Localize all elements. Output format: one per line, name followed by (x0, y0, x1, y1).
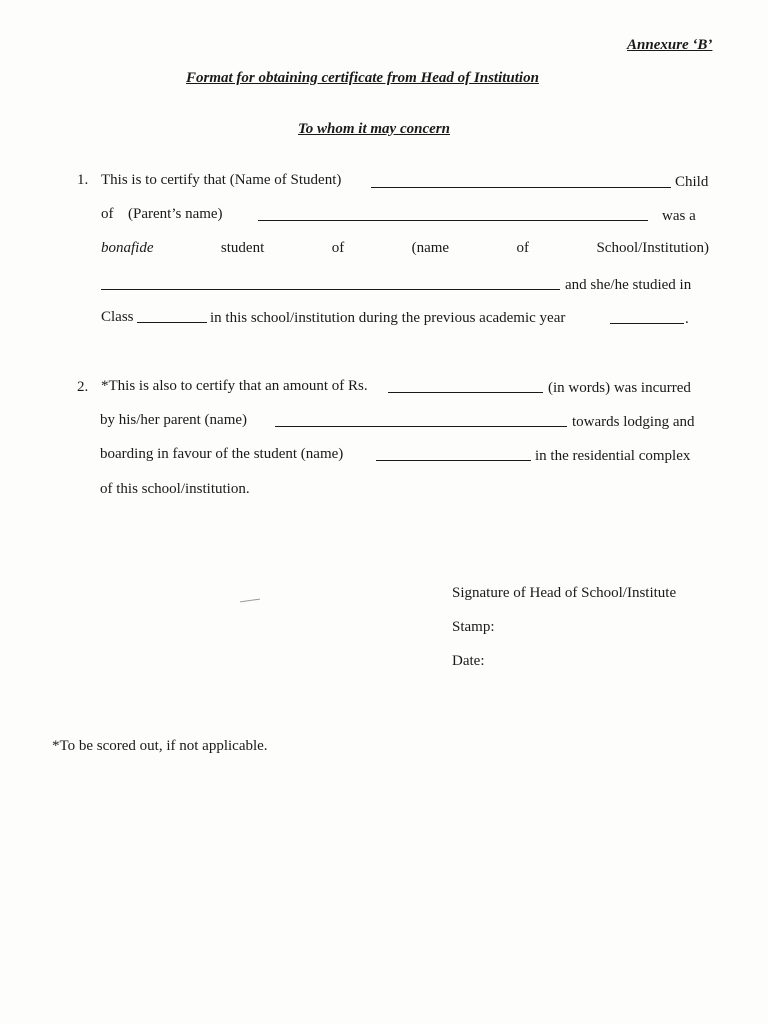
para2-line2-end: towards lodging and (572, 414, 695, 430)
salutation: To whom it may concern (298, 121, 450, 137)
para1-line3 (101, 239, 709, 257)
para2-line3-text: boarding in favour of the student (name) (100, 446, 344, 462)
para1-line2-label: (Parent’s name) (128, 206, 223, 222)
word-bonafide: bonafide (101, 240, 154, 256)
scan-smudge (240, 599, 260, 603)
para2-line1-end: (in words) was incurred (548, 380, 691, 396)
para1-line2-end: was a (662, 208, 696, 224)
student-name-blank[interactable] (371, 187, 671, 188)
word-name: (name (411, 240, 450, 256)
para2-line1-text: *This is also to certify that an amount of Rs. (101, 378, 368, 394)
parent-name-blank[interactable] (258, 220, 648, 221)
footnote: *To be scored out, if not applicable. (52, 738, 268, 754)
date-label: Date: (452, 653, 485, 669)
para1-number: 1. (77, 172, 89, 188)
class-blank[interactable] (137, 322, 207, 323)
para1-class-label: Class (101, 309, 134, 325)
word-of: of (331, 240, 345, 256)
word-school-institution: School/Institution) (596, 240, 709, 256)
annexure-label: Annexure ‘B’ (627, 37, 713, 53)
document-title: Format for obtaining certificate from Head of Institution (186, 70, 539, 86)
amount-blank[interactable] (388, 392, 543, 393)
para1-line2-of: of (101, 206, 114, 222)
para2-line2-text: by his/her parent (name) (100, 412, 248, 428)
signature-label: Signature of Head of School/Institute (452, 585, 677, 601)
para2-line4-text: of this school/institution. (100, 481, 250, 497)
para2-line3-end: in the residential complex (535, 448, 691, 464)
para2-number: 2. (77, 379, 89, 395)
word-of-2: of (516, 240, 530, 256)
student-name-blank-2[interactable] (376, 460, 531, 461)
para1-line1-end: Child (675, 174, 709, 190)
word-student: student (220, 240, 265, 256)
para1-line4-end: and she/he studied in (565, 277, 692, 293)
para1-line5-mid: in this school/institution during the previous academic year (210, 310, 566, 326)
school-name-blank[interactable] (101, 289, 560, 290)
stamp-label: Stamp: (452, 619, 495, 635)
academic-year-blank[interactable] (610, 323, 684, 324)
parent-name-blank-2[interactable] (275, 426, 567, 427)
para1-line1-text: This is to certify that (Name of Student) (101, 172, 342, 188)
para1-line5-end: . (685, 311, 689, 327)
